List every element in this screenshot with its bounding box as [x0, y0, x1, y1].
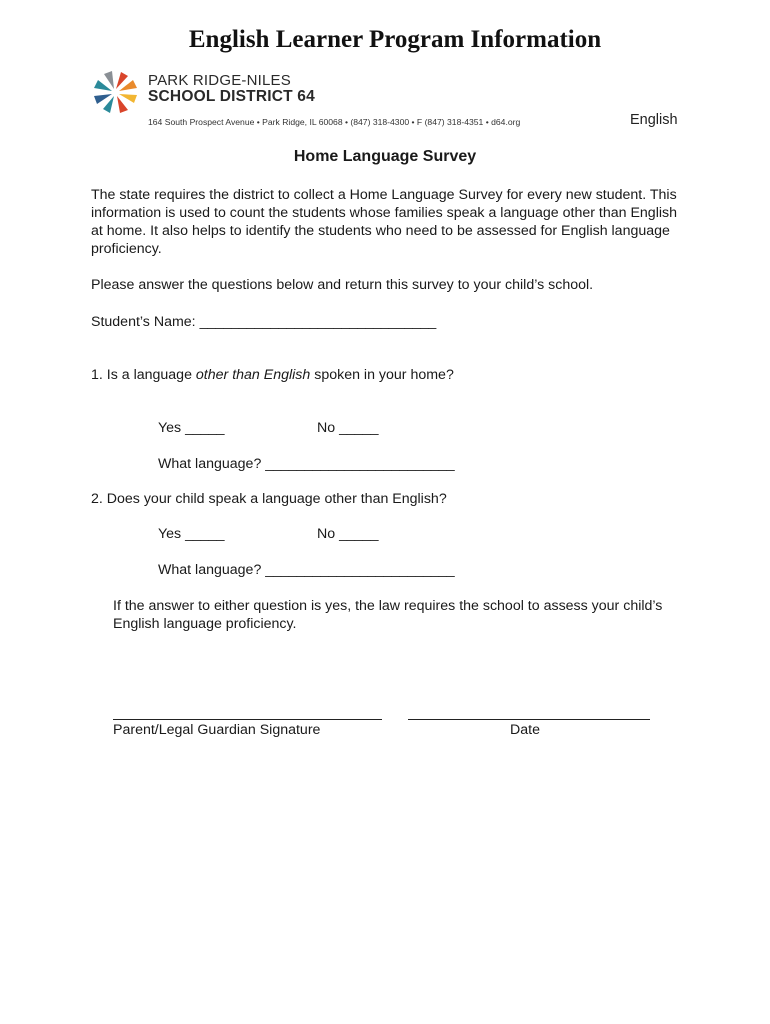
- intro-paragraph: The state requires the district to collect a Home Language Survey for every new student. This information is used to count the students whose families speak a language other than English at home. It also helps to identify the students who need to be assessed for English language proficiency.: [91, 187, 677, 257]
- question-1-prefix: 1. Is a language: [91, 367, 196, 383]
- parent-signature-label: Parent/Legal Guardian Signature: [113, 722, 321, 738]
- question-1-emphasis: other than English: [195, 367, 311, 383]
- date-label: Date: [510, 722, 540, 738]
- survey-title: Home Language Survey: [293, 148, 477, 165]
- question-1: [91, 366, 691, 384]
- q1-no-field[interactable]: No _____: [317, 420, 379, 436]
- parent-signature-line[interactable]: [113, 719, 382, 720]
- q2-yes-field[interactable]: Yes _____: [158, 526, 225, 542]
- district-name-line2: SCHOOL DISTRICT 64: [148, 88, 315, 105]
- assessment-note: If the answer to either question is yes, the law requires the school to assess your child’s English language proficiency.: [113, 598, 663, 632]
- district-address: 164 South Prospect Avenue • Park Ridge, IL 60068 • (847) 318-4300 • F (847) 318-4351 • d64.org: [148, 117, 521, 127]
- q1-what-language-field[interactable]: What language? ________________________: [158, 456, 455, 472]
- document-title: English Learner Program Information: [188, 26, 602, 53]
- instruction-paragraph: Please answer the questions below and return this survey to your child’s school.: [91, 277, 594, 293]
- q2-what-language-field[interactable]: What language? ________________________: [158, 562, 455, 578]
- language-label: English: [630, 112, 678, 128]
- q1-yes-field[interactable]: Yes _____: [158, 420, 225, 436]
- district-name-line1: PARK RIDGE-NILES: [148, 72, 291, 89]
- student-name-field[interactable]: Student’s Name: ______________________________: [91, 314, 437, 330]
- date-line[interactable]: [408, 719, 650, 720]
- district-logo-icon: [93, 70, 139, 114]
- question-1-suffix: spoken in your home?: [310, 367, 454, 383]
- district-name: [148, 73, 315, 105]
- q2-no-field[interactable]: No _____: [317, 526, 379, 542]
- question-2: 2. Does your child speak a language other than English?: [91, 491, 447, 507]
